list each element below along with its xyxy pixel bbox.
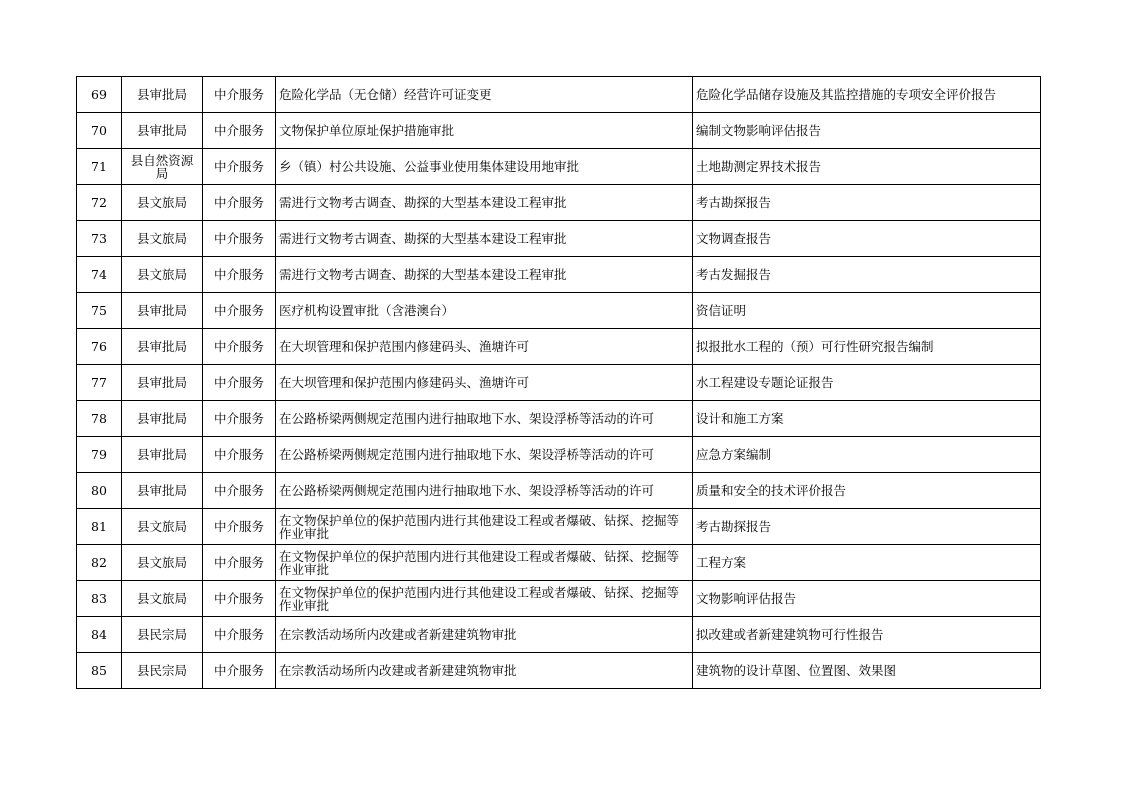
approval-item-cell: 医疗机构设置审批（含港澳台） xyxy=(276,293,693,329)
department-cell: 县文旅局 xyxy=(122,545,203,581)
table-row xyxy=(77,545,1041,581)
intermediary-service-cell: 质量和安全的技术评价报告 xyxy=(693,473,1041,509)
row-number: 81 xyxy=(77,509,122,545)
service-type-cell: 中介服务 xyxy=(203,221,276,257)
approval-item-cell: 需进行文物考古调查、勘探的大型基本建设工程审批 xyxy=(276,257,693,293)
intermediary-service-cell: 危险化学品储存设施及其监控措施的专项安全评价报告 xyxy=(693,77,1041,113)
table-row xyxy=(77,221,1041,257)
table-row xyxy=(77,581,1041,617)
row-number: 79 xyxy=(77,437,122,473)
department-cell: 县审批局 xyxy=(122,293,203,329)
service-type-cell: 中介服务 xyxy=(203,185,276,221)
approval-item-cell: 乡（镇）村公共设施、公益事业使用集体建设用地审批 xyxy=(276,149,693,185)
department-cell: 县文旅局 xyxy=(122,185,203,221)
service-type-cell: 中介服务 xyxy=(203,149,276,185)
row-number: 82 xyxy=(77,545,122,581)
approval-item-cell: 在大坝管理和保护范围内修建码头、渔塘许可 xyxy=(276,365,693,401)
intermediary-service-cell: 水工程建设专题论证报告 xyxy=(693,365,1041,401)
row-number: 73 xyxy=(77,221,122,257)
row-number: 85 xyxy=(77,653,122,689)
intermediary-service-cell: 工程方案 xyxy=(693,545,1041,581)
department-cell: 县文旅局 xyxy=(122,581,203,617)
approval-item-cell: 危险化学品（无仓储）经营许可证变更 xyxy=(276,77,693,113)
table-row xyxy=(77,509,1041,545)
department-cell: 县审批局 xyxy=(122,401,203,437)
service-type-cell: 中介服务 xyxy=(203,437,276,473)
approval-item-cell: 在公路桥梁两侧规定范围内进行抽取地下水、架设浮桥等活动的许可 xyxy=(276,437,693,473)
service-type-cell: 中介服务 xyxy=(203,329,276,365)
approval-item-cell: 需进行文物考古调查、勘探的大型基本建设工程审批 xyxy=(276,221,693,257)
intermediary-service-cell: 拟报批水工程的（预）可行性研究报告编制 xyxy=(693,329,1041,365)
row-number: 78 xyxy=(77,401,122,437)
table-row xyxy=(77,185,1041,221)
row-number: 72 xyxy=(77,185,122,221)
table-row xyxy=(77,257,1041,293)
intermediary-service-cell: 土地勘测定界技术报告 xyxy=(693,149,1041,185)
row-number: 74 xyxy=(77,257,122,293)
approval-item-cell: 在公路桥梁两侧规定范围内进行抽取地下水、架设浮桥等活动的许可 xyxy=(276,401,693,437)
intermediary-service-cell: 编制文物影响评估报告 xyxy=(693,113,1041,149)
approval-item-cell: 在大坝管理和保护范围内修建码头、渔塘许可 xyxy=(276,329,693,365)
table-row xyxy=(77,653,1041,689)
department-cell: 县审批局 xyxy=(122,473,203,509)
intermediary-service-cell: 考古勘探报告 xyxy=(693,185,1041,221)
intermediary-service-cell: 文物调查报告 xyxy=(693,221,1041,257)
table-row xyxy=(77,437,1041,473)
service-type-cell: 中介服务 xyxy=(203,581,276,617)
service-type-cell: 中介服务 xyxy=(203,401,276,437)
department-cell: 县审批局 xyxy=(122,113,203,149)
table-row xyxy=(77,293,1041,329)
intermediary-service-cell: 文物影响评估报告 xyxy=(693,581,1041,617)
row-number: 83 xyxy=(77,581,122,617)
row-number: 70 xyxy=(77,113,122,149)
row-number: 75 xyxy=(77,293,122,329)
row-number: 71 xyxy=(77,149,122,185)
department-cell: 县文旅局 xyxy=(122,509,203,545)
table-row xyxy=(77,77,1041,113)
department-cell: 县民宗局 xyxy=(122,617,203,653)
approval-item-cell: 在文物保护单位的保护范围内进行其他建设工程或者爆破、钻探、挖掘等作业审批 xyxy=(276,509,693,545)
department-cell: 县审批局 xyxy=(122,77,203,113)
service-type-cell: 中介服务 xyxy=(203,257,276,293)
department-cell: 县审批局 xyxy=(122,365,203,401)
service-items-table xyxy=(76,76,1041,689)
intermediary-service-cell: 设计和施工方案 xyxy=(693,401,1041,437)
intermediary-service-cell: 考古勘探报告 xyxy=(693,509,1041,545)
approval-item-cell: 在文物保护单位的保护范围内进行其他建设工程或者爆破、钻探、挖掘等作业审批 xyxy=(276,581,693,617)
department-cell: 县文旅局 xyxy=(122,221,203,257)
department-cell: 县审批局 xyxy=(122,437,203,473)
service-type-cell: 中介服务 xyxy=(203,365,276,401)
intermediary-service-cell: 考古发掘报告 xyxy=(693,257,1041,293)
department-cell: 县文旅局 xyxy=(122,257,203,293)
department-cell: 县审批局 xyxy=(122,329,203,365)
department-cell: 县民宗局 xyxy=(122,653,203,689)
intermediary-service-cell: 拟改建或者新建建筑物可行性报告 xyxy=(693,617,1041,653)
intermediary-service-cell: 应急方案编制 xyxy=(693,437,1041,473)
row-number: 76 xyxy=(77,329,122,365)
approval-item-cell: 在宗教活动场所内改建或者新建建筑物审批 xyxy=(276,653,693,689)
row-number: 77 xyxy=(77,365,122,401)
service-type-cell: 中介服务 xyxy=(203,473,276,509)
intermediary-service-cell: 建筑物的设计草图、位置图、效果图 xyxy=(693,653,1041,689)
service-type-cell: 中介服务 xyxy=(203,293,276,329)
table-body xyxy=(77,77,1041,689)
approval-item-cell: 在公路桥梁两侧规定范围内进行抽取地下水、架设浮桥等活动的许可 xyxy=(276,473,693,509)
table-row xyxy=(77,473,1041,509)
service-type-cell: 中介服务 xyxy=(203,545,276,581)
row-number: 84 xyxy=(77,617,122,653)
approval-item-cell: 文物保护单位原址保护措施审批 xyxy=(276,113,693,149)
table-row xyxy=(77,329,1041,365)
table-row xyxy=(77,149,1041,185)
approval-item-cell: 在宗教活动场所内改建或者新建建筑物审批 xyxy=(276,617,693,653)
approval-item-cell: 需进行文物考古调查、勘探的大型基本建设工程审批 xyxy=(276,185,693,221)
table-row xyxy=(77,113,1041,149)
table-row xyxy=(77,617,1041,653)
service-type-cell: 中介服务 xyxy=(203,509,276,545)
approval-item-cell: 在文物保护单位的保护范围内进行其他建设工程或者爆破、钻探、挖掘等作业审批 xyxy=(276,545,693,581)
intermediary-service-cell: 资信证明 xyxy=(693,293,1041,329)
row-number: 80 xyxy=(77,473,122,509)
service-type-cell: 中介服务 xyxy=(203,77,276,113)
table-row xyxy=(77,365,1041,401)
service-type-cell: 中介服务 xyxy=(203,617,276,653)
department-cell: 县自然资源局 xyxy=(122,149,203,185)
row-number: 69 xyxy=(77,77,122,113)
table-row xyxy=(77,401,1041,437)
service-type-cell: 中介服务 xyxy=(203,653,276,689)
service-type-cell: 中介服务 xyxy=(203,113,276,149)
